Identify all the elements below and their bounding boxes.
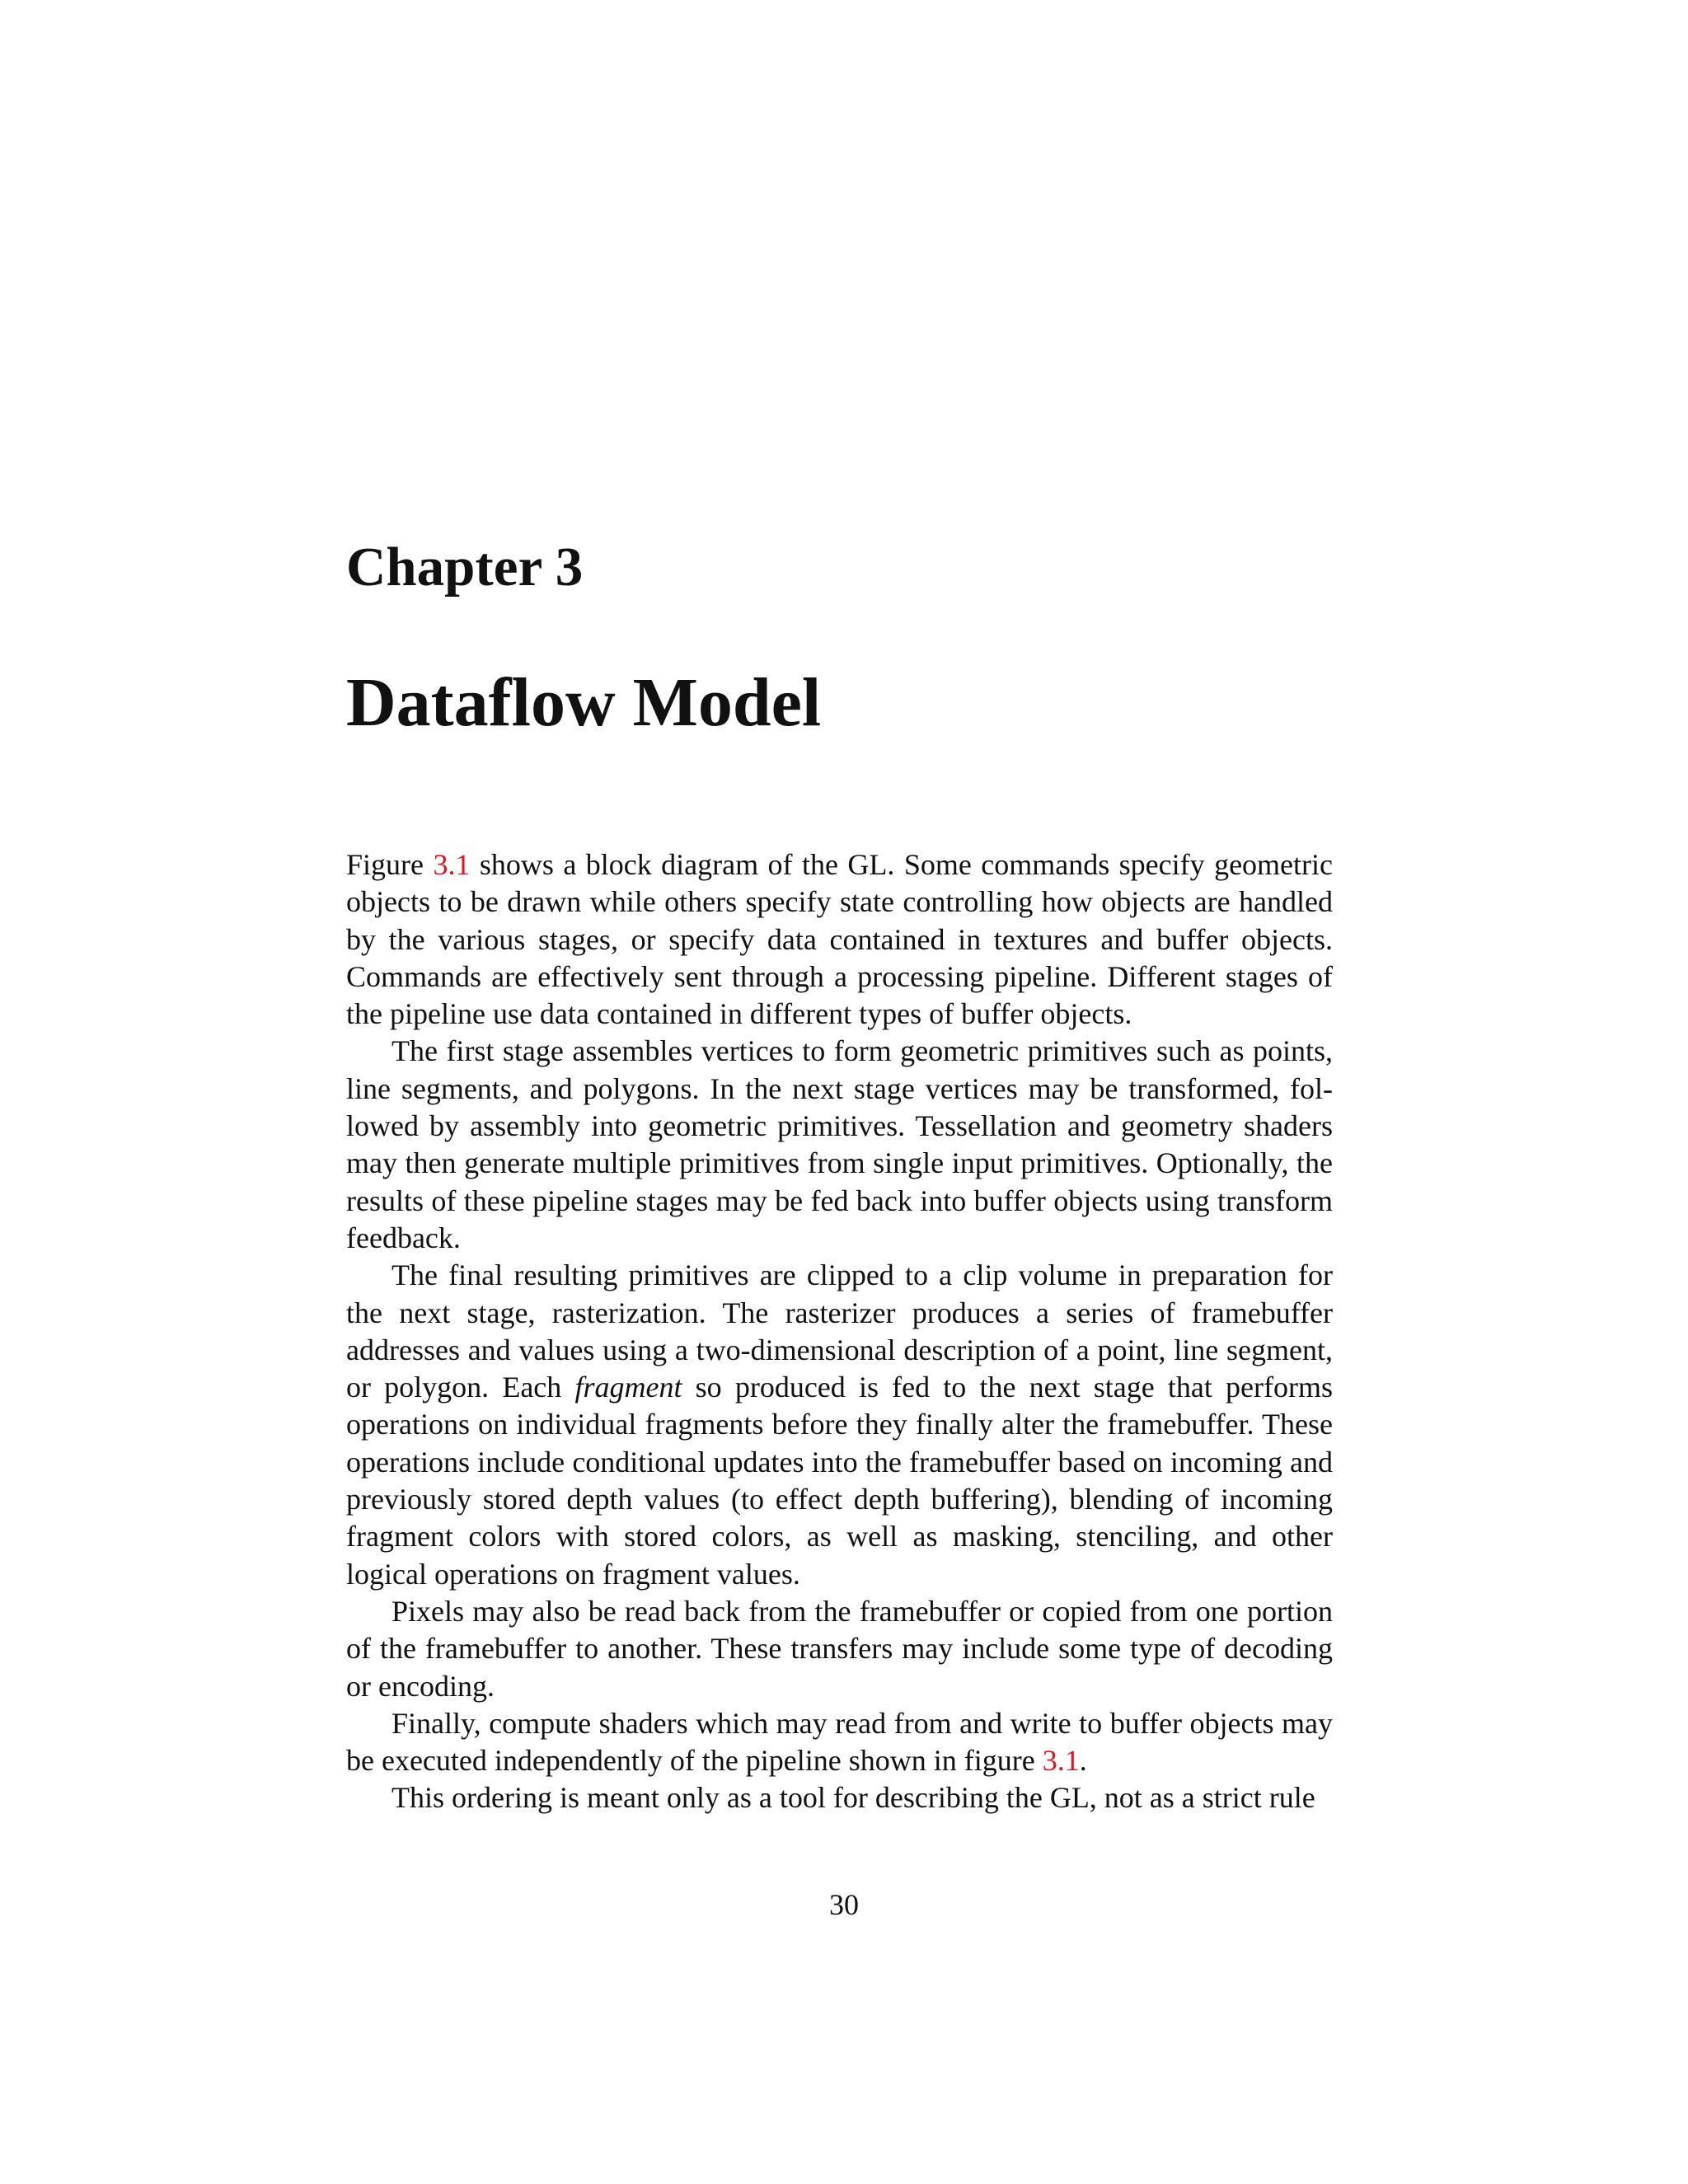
figure-reference-link[interactable]: 3.1 [1042, 1744, 1080, 1778]
paragraph-1-start: Figure [346, 848, 434, 881]
paragraph-5 [346, 1705, 1333, 1780]
paragraph-5-end: . [1079, 1744, 1087, 1778]
paragraph-3-rest: so produced is fed to the next stage that performs operations on individual fragments before they finally alter the framebuffer. These operations include conditional updates into the framebuffer based on incoming and previously stored depth values (to effect depth buffering), blending of incoming fragment colors with stored colors, as well as masking, stenciling, and other logical operations on fragment values. [346, 1371, 1334, 1591]
paragraph-2: The first stage assembles vertices to form geometric primitives such as points, line segments, and polygons. In the next stage vertices may be transformed, followed by assembly into geometric primitives. Tessellation and geometry shaders may then generate multiple primitives from single input primitives. Optionally, the results of these pipeline stages may be fed back into buffer objects using transform feedback. [346, 1034, 1333, 1254]
paragraph-4: Pixels may also be read back from the framebuffer or copied from one portion of the framebuffer to another. These transfers may include some type of decoding or encoding. [346, 1594, 1333, 1703]
paragraph-1-rest: shows a block diagram of the GL. Some commands specify geometric objects to be drawn while others specify state controlling how objects are handled by the various stages, or specify data contained in textures and buffer objects. Commands are effectively sent through a processing pipeline. Different stages of the pipeline use data contained in different types of buffer objects. [346, 848, 1333, 1031]
paragraph-5-start: Finally, compute shaders which may read from and write to buffer objects may be executed independently of the pipeline shown in figure [346, 1706, 1333, 1778]
page-number: 30 [829, 1888, 859, 1921]
paragraph-6: This ordering is meant only as a tool for describing the GL, not as a strict rule [392, 1781, 1315, 1815]
figure-reference-link[interactable]: 3.1 [433, 848, 471, 881]
paragraph-3 [346, 1257, 1333, 1593]
fragment-term: fragment [574, 1371, 682, 1404]
paragraph-1 [346, 846, 1333, 1033]
paragraph-3-start: The final resulting primitives are clipped to a clip volume in preparation for the next stage, rasterization. The rasterizer produces a series of framebuffer addresses and values using a two-dimensional description of a point, line segment, or polygon. Each [346, 1258, 1333, 1404]
chapter-label: Chapter 3 [346, 537, 584, 598]
chapter-title: Dataflow Model [346, 664, 822, 741]
body-text [346, 846, 1333, 1817]
